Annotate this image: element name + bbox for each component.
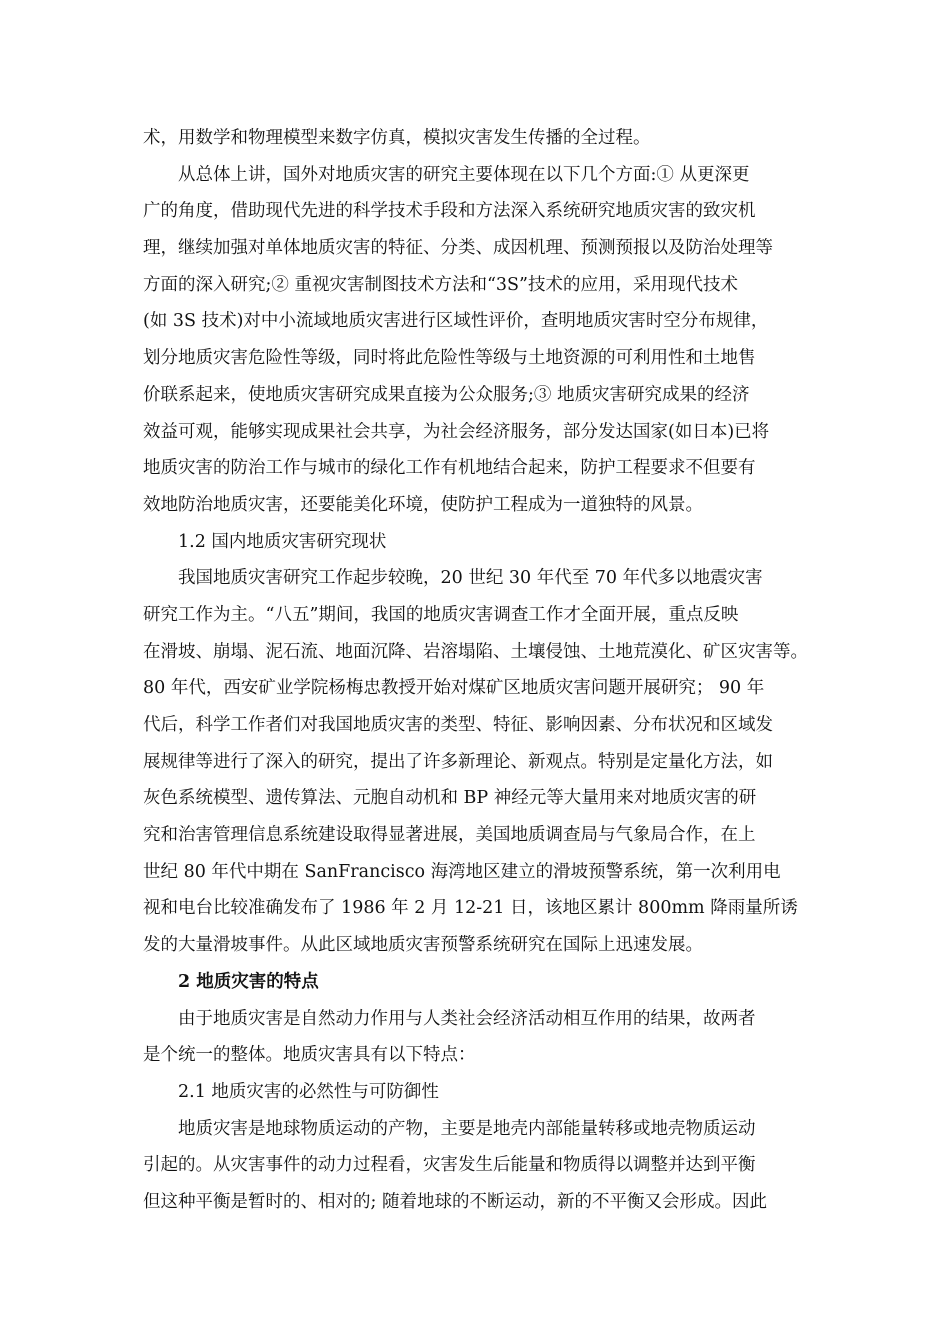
text-line: (如 3S 技术)对中小流域地质灾害进行区域性评价，查明地质灾害时空分布规律，: [143, 311, 769, 332]
section-heading: 2 地质灾害的特点: [178, 971, 319, 992]
document-body: [143, 120, 808, 1221]
text-line: 发的大量滑坡事件。从此区域地质灾害预警系统研究在国际上迅速发展。: [143, 935, 703, 956]
text-line: 代后，科学工作者们对我国地质灾害的类型、特征、影响因素、分布状况和区域发: [143, 715, 773, 735]
text-line: 由于地质灾害是自然动力作用与人类社会经济活动相互作用的结果，故两者: [178, 1008, 756, 1029]
text-line: 地质灾害是地球物质运动的产物，主要是地壳内部能量转移或地壳物质运动: [178, 1118, 756, 1139]
text-line: 效益可观，能够实现成果社会共享，为社会经济服务，部分发达国家(如日本)已将: [143, 421, 770, 442]
text-line: 展规律等进行了深入的研究，提出了许多新理论、新观点。特别是定量化方法，如: [143, 751, 773, 772]
text-line: 但这种平衡是暂时的、相对的; 随着地球的不断运动，新的不平衡又会形成。因此: [143, 1191, 767, 1212]
text-line: 灰色系统模型、遗传算法、元胞自动机和 BP 神经元等大量用来对地质灾害的研: [143, 788, 757, 809]
text-line: 理，继续加强对单体地质灾害的特征、分类、成因机理、预测预报以及防治处理等: [143, 238, 773, 259]
text-line: 究和治害管理信息系统建设取得显著进展，美国地质调查局与气象局合作，在上: [143, 825, 756, 846]
text-line: 效地防治地质灾害，还要能美化环境，使防护工程成为一道独特的风景。: [143, 494, 703, 515]
text-line: 引起的。从灾害事件的动力过程看，灾害发生后能量和物质得以调整并达到平衡: [143, 1155, 756, 1176]
text-line: 划分地质灾害危险性等级，同时将此危险性等级与土地资源的可利用性和土地售: [143, 348, 756, 369]
text-line: 80 年代，西安矿业学院杨梅忠教授开始对煤矿区地质灾害问题开展研究； 90 年: [143, 678, 765, 699]
text-line: 方面的深入研究;② 重视灾害制图技术方法和“3S”技术的应用，采用现代技术: [143, 274, 738, 295]
text-line: 世纪 80 年代中期在 SanFrancisco 海湾地区建立的滑坡预警系统，第一次利用电: [143, 861, 781, 882]
text-line: 视和电台比较准确发布了 1986 年 2 月 12-21 日，该地区累计 800mm 降雨量所诱: [143, 898, 798, 919]
text-line: 研究工作为主。“八五”期间，我国的地质灾害调查工作才全面开展，重点反映: [143, 604, 739, 625]
text-line: 是个统一的整体。地质灾害具有以下特点：: [143, 1045, 476, 1066]
text-line: 价联系起来，使地质灾害研究成果直接为公众服务;③ 地质灾害研究成果的经济: [143, 384, 750, 405]
text-line: 2.1 地质灾害的必然性与可防御性: [178, 1081, 439, 1102]
text-line: 1.2 国内地质灾害研究现状: [178, 531, 387, 552]
text-line: 地质灾害的防治工作与城市的绿化工作有机地结合起来，防护工程要求不但要有: [143, 458, 756, 479]
text-line: 我国地质灾害研究工作起步较晚，20 世纪 30 年代至 70 年代多以地震灾害: [178, 568, 763, 589]
text-line: 在滑坡、崩塌、泥石流、地面沉降、岩溶塌陷、土壤侵蚀、土地荒漠化、矿区灾害等。: [143, 641, 808, 662]
text-line: 广的角度，借助现代先进的科学技术手段和方法深入系统研究地质灾害的致灾机: [143, 201, 756, 222]
text-line: 术，用数学和物理模型来数字仿真，模拟灾害发生传播的全过程。: [143, 128, 651, 148]
text-line: 从总体上讲，国外对地质灾害的研究主要体现在以下几个方面:① 从更深更: [178, 164, 750, 185]
